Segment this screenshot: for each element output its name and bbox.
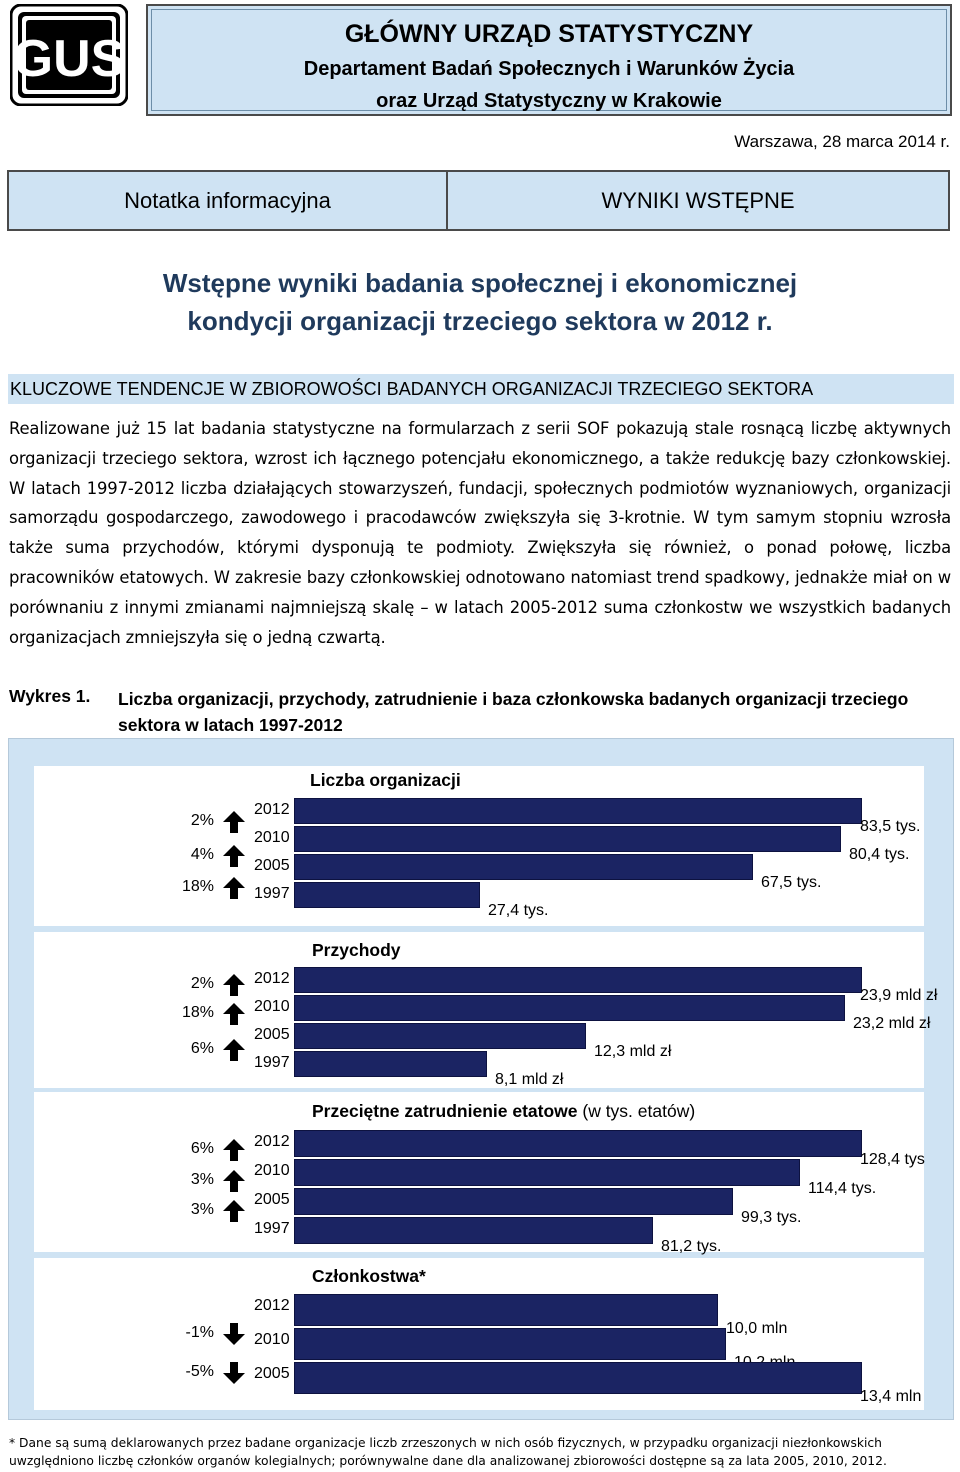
year-tick-label: 2010 <box>254 1162 290 1179</box>
data-bar <box>294 1217 653 1244</box>
value-label: 10,0 mln <box>726 1320 788 1337</box>
change-percent: 18% <box>181 1004 214 1021</box>
section-heading: KLUCZOWE TENDENCJE W ZBIOROWOŚCI BADANYCH ORGANIZACJI TRZECIEGO SEKTORA <box>8 374 954 404</box>
figure-title: Liczba organizacji, przychody, zatrudnienie i baza członkowska badanych organizacji trzeciego sektora w latach 1997-2012 <box>118 689 909 735</box>
arrow-up-icon <box>222 1038 246 1062</box>
arrow-up-icon <box>222 1138 246 1162</box>
year-tick-label: 2012 <box>254 1133 290 1150</box>
year-tick-label: 2012 <box>254 801 290 818</box>
data-bar <box>294 1130 862 1157</box>
data-bar <box>294 798 862 824</box>
change-percent: -1% <box>185 1324 214 1341</box>
publication-date: Warszawa, 28 marca 2014 r. <box>734 132 950 151</box>
results-type-text: WYNIKI WSTĘPNE <box>601 187 795 213</box>
data-bar <box>294 1328 726 1360</box>
chart-title <box>312 940 401 961</box>
data-bar <box>294 826 841 852</box>
change-percent: 3% <box>190 1201 214 1218</box>
change-percent: 18% <box>181 878 214 895</box>
data-bar <box>294 1362 862 1394</box>
value-label: 80,4 tys. <box>849 846 910 863</box>
value-label: 12,3 mld zł <box>594 1043 672 1060</box>
institution-name: GŁÓWNY URZĄD STATYSTYCZNY <box>344 20 754 48</box>
year-tick-label: 1997 <box>254 885 290 902</box>
arrow-down-icon <box>222 1322 246 1346</box>
arrow-up-icon <box>222 1199 246 1223</box>
data-bar <box>294 1023 586 1049</box>
value-label: 114,4 tys. <box>808 1180 877 1197</box>
chart-title-text: Przeciętne zatrudnienie etatowe <box>312 1101 578 1121</box>
data-bar <box>294 967 862 993</box>
value-label: 83,5 tys. <box>860 818 921 835</box>
department-name: Departament Badań Społecznych i Warunków Życia <box>303 58 795 80</box>
footnote: * Dane są sumą deklarowanych przez badane organizacje liczb zrzeszonych w nich osób fizycznych, w przypadku organizacji niezłonkowskich uwzględniono liczbę członków organów kolegialnych; porównywalne dane dla analizowanej zbiorowości dostępne są za lata 2005, 2010, 2012. <box>9 1436 887 1468</box>
year-tick-label: 2010 <box>254 1331 290 1348</box>
chart-title-text: Liczba organizacji <box>310 770 461 790</box>
year-tick-label: 1997 <box>254 1054 290 1071</box>
arrow-up-icon <box>222 810 246 834</box>
data-bar <box>294 1159 800 1186</box>
results-type-label <box>446 170 950 231</box>
chart-title-text: Przychody <box>312 940 401 960</box>
arrow-up-icon <box>222 1169 246 1193</box>
year-tick-label: 2012 <box>254 970 290 987</box>
value-label: 23,2 mld zł <box>853 1015 931 1032</box>
gus-logo <box>10 4 128 106</box>
institution-header <box>146 4 952 116</box>
data-bar <box>294 1294 718 1326</box>
year-tick-label: 2005 <box>254 1365 290 1382</box>
value-label: 81,2 tys. <box>661 1238 722 1255</box>
value-label: 27,4 tys. <box>488 902 549 919</box>
chart-title <box>310 770 461 791</box>
arrow-down-icon <box>222 1361 246 1385</box>
value-label: 99,3 tys. <box>741 1209 802 1226</box>
arrow-up-icon <box>222 1002 246 1026</box>
year-tick-label: 2005 <box>254 857 290 874</box>
year-tick-label: 1997 <box>254 1220 290 1237</box>
change-percent: 2% <box>190 975 214 992</box>
change-percent: 6% <box>190 1040 214 1057</box>
year-tick-label: 2005 <box>254 1191 290 1208</box>
chart-title <box>312 1266 426 1287</box>
chart-title-unit: (w tys. etatów) <box>577 1101 696 1121</box>
svg-text:GUS: GUS <box>12 30 126 88</box>
arrow-up-icon <box>222 973 246 997</box>
value-label: 128,4 tys <box>860 1151 925 1168</box>
value-label: 8,1 mld zł <box>495 1071 564 1088</box>
year-tick-label: 2012 <box>254 1297 290 1314</box>
note-type-label <box>7 170 448 231</box>
change-percent: 3% <box>190 1171 214 1188</box>
arrow-up-icon <box>222 844 246 868</box>
change-percent: 2% <box>190 812 214 829</box>
document-title-line1: Wstępne wyniki badania społecznej i ekonomicznej <box>162 268 798 298</box>
data-bar <box>294 1188 733 1215</box>
note-type-text: Notatka informacyjna <box>124 187 331 213</box>
change-percent: 4% <box>190 846 214 863</box>
year-tick-label: 2010 <box>254 998 290 1015</box>
data-bar <box>294 1051 487 1077</box>
chart-title <box>312 1101 695 1122</box>
change-percent: -5% <box>185 1363 214 1380</box>
data-bar <box>294 995 845 1021</box>
value-label: 67,5 tys. <box>761 874 822 891</box>
year-tick-label: 2010 <box>254 829 290 846</box>
year-tick-label: 2005 <box>254 1026 290 1043</box>
value-label: 23,9 mld zł <box>860 987 938 1004</box>
change-percent: 6% <box>190 1140 214 1157</box>
figure-label: Wykres 1. <box>9 686 91 706</box>
value-label: 13,4 mln <box>860 1388 922 1405</box>
chart-title-text: Członkostwa* <box>312 1266 426 1286</box>
data-bar <box>294 854 753 880</box>
body-paragraph: Realizowane już 15 lat badania statystyczne na formularzach z serii SOF pokazują stale rosnącą liczbę aktywnych organizacji trzeciego sektora, wzrost ich łącznego potencjału ekonomicznego, a także redukcję bazy członkowskiej. W latach 1997-2012 liczba działających stowarzyszeń, fundacji, społecznych podmiotów wyznaniowych, organizacji samorządu gospodarczego, zawodowego i pracodawców zwiększyła się 3-krotnie. W tym samym stopniu wzrosła także suma przychodów, którymi dysponują te podmioty. Zwiększyła się również, o ponad połowę, liczba pracowników etatowych. W zakresie bazy członkowskiej odnotowano natomiast trend spadkowy, jednakże miał on w porównaniu z innymi zmianami najmniejszą skalę – w latach 2005-2012 suma członkostw we wszystkich badanych organizacjach zmniejszyła się o jedną czwartą. <box>9 419 951 647</box>
data-bar <box>294 882 480 908</box>
arrow-up-icon <box>222 876 246 900</box>
document-title-line2: kondycji organizacji trzeciego sektora w 2012 r. <box>187 306 773 336</box>
office-name: oraz Urząd Statystyczny w Krakowie <box>376 90 722 112</box>
